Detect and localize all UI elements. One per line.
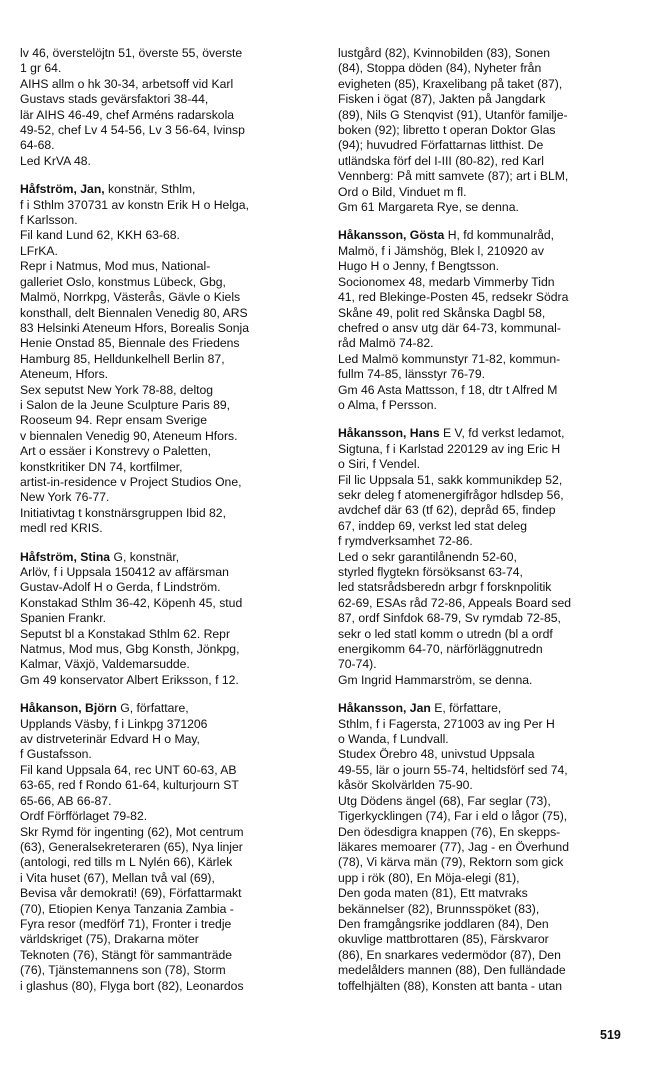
line-text: Gm Ingrid Hammarström, se denna. [338, 672, 533, 687]
entry-line [20, 383, 320, 398]
entry-line [20, 701, 320, 716]
line-text: fullm 74-85, länsstyr 76-79. [338, 367, 485, 382]
line-text: världskriget (75), Drakarna möter [20, 932, 199, 947]
line-text: boken (92); libretto t operan Doktor Glas [338, 123, 556, 138]
line-text: Hugo H o Jenny, f Bengtsson. [338, 259, 500, 274]
entry-line [338, 77, 638, 92]
entry-line [338, 473, 638, 488]
line-text: galleriet Oslo, konstmus Lübeck, Gbg, [20, 274, 226, 289]
right-column [338, 46, 638, 1007]
line-text: Fyra resor (medförf 71), Fronter i tredje [20, 916, 232, 931]
line-text: avdchef där 63 (tf 62), depråd 65, findep [338, 503, 556, 518]
line-text: (70), Etiopien Kenya Tanzania Zambia - [20, 901, 234, 916]
entry-line [338, 352, 638, 367]
entry-line [20, 154, 320, 169]
line-text: Repr i Natmus, Mod mus, National- [20, 259, 211, 274]
line-text: sekr o led statl komm o utredn (bl a ordf [338, 626, 553, 641]
line-text: Bevisa vår demokrati! (69), Författarmakt [20, 886, 242, 901]
line-text: 41, red Blekinge-Posten 45, redsekr Södra [338, 290, 569, 305]
line-text: Kalmar, Växjö, Valdemarsudde. [20, 657, 190, 672]
entry-line [20, 732, 320, 747]
line-text: o Wanda, f Lundvall. [338, 732, 449, 747]
line-text: v biennalen Venedig 90, Ateneum Hfors. [20, 428, 238, 443]
line-text: Ord o Bild, Vinduet m fl. [338, 184, 467, 199]
entry-line [338, 290, 638, 305]
entry-line [338, 503, 638, 518]
line-text: chefred o ansv utg där 64-73, kommunal- [338, 320, 561, 335]
entry-line [20, 61, 320, 76]
entry-line [338, 185, 638, 200]
entry-line [20, 932, 320, 947]
biography-entry [20, 182, 320, 536]
entry-line [20, 778, 320, 793]
line-text: Sigtuna, f i Karlstad 220129 av ing Eric H [338, 441, 561, 456]
entry-line [338, 550, 638, 565]
entry-line [338, 383, 638, 398]
entry-line [20, 642, 320, 657]
line-text: Gm 49 konservator Albert Eriksson, f 12. [20, 672, 239, 687]
entry-line [20, 825, 320, 840]
entry-line [20, 398, 320, 413]
line-text: H, fd kommunalråd, [444, 228, 555, 243]
entry-line [20, 444, 320, 459]
line-text: 49-55, lär o journ 55-74, heltidsförf sed 74, [338, 762, 568, 777]
entry-line [338, 673, 638, 688]
line-text: upp i rök (80), En Möja-elegi (81), [338, 870, 520, 885]
entry-line [20, 228, 320, 243]
entry-line [338, 275, 638, 290]
line-text: 63-65, red f Rondo 61-64, kulturjourn ST [20, 778, 239, 793]
line-text: 65-66, AB 66-87. [20, 793, 112, 808]
line-text: f Karlsson. [20, 213, 78, 228]
line-text: Utg Dödens ängel (68), Far seglar (73), [338, 793, 551, 808]
entry-line [20, 521, 320, 536]
entry-line [338, 611, 638, 626]
line-text: (94); huvudred Författarnas litthist. De [338, 138, 544, 153]
entry-line [338, 92, 638, 107]
line-text: (86), En snarkares vedermödor (87), Den [338, 947, 561, 962]
entry-line [20, 92, 320, 107]
entry-line [20, 213, 320, 228]
entry-line [338, 627, 638, 642]
biography-entry [20, 46, 320, 169]
line-text: 87, ordf Sinfdok 68-79, Sv rymdab 72-85, [338, 611, 561, 626]
line-text: Den framgångsrike joddlaren (84), Den [338, 916, 549, 931]
line-text: av distrveterinär Edvard H o May, [20, 732, 200, 747]
entry-line [338, 398, 638, 413]
line-text: energikomm 64-70, närförläggnutredn [338, 642, 543, 657]
biography-entry [20, 550, 320, 689]
entry-line [20, 244, 320, 259]
biography-entry [20, 701, 320, 994]
line-text: Vennberg: På mitt samvete (87); art i BLM, [338, 169, 569, 184]
entry-line [338, 657, 638, 672]
line-text: Initiativtag t konstnärsgruppen Ibid 82, [20, 505, 226, 520]
entry-line [338, 534, 638, 549]
line-text: Tigerkycklingen (74), Far i eld o lågor (75), [338, 809, 568, 824]
entry-line [20, 123, 320, 138]
entry-line [338, 321, 638, 336]
line-text: (84), Stoppa döden (84), Nyheter från [338, 61, 542, 76]
line-text: (antologi, red tills m L Nylén 66), Kärlek [20, 855, 233, 870]
entry-line [338, 244, 638, 259]
line-text: Teknoten (76), Stängt för sammanträde [20, 947, 233, 962]
entry-line [338, 306, 638, 321]
biography-entry [338, 426, 638, 688]
entry-line [338, 902, 638, 917]
entry-line [20, 596, 320, 611]
line-text: Art o essäer i Konstrevy o Paletten, [20, 444, 212, 459]
entry-line [20, 182, 320, 197]
entry-line [20, 794, 320, 809]
entry-line [20, 855, 320, 870]
line-text: Gustav-Adolf H o Gerda, f Lindström. [20, 580, 221, 595]
line-text: o Alma, f Persson. [338, 397, 437, 412]
page-number: 519 [600, 1028, 621, 1042]
line-text: o Siri, f Vendel. [338, 457, 420, 472]
line-text: 70-74). [338, 657, 377, 672]
entry-line [20, 747, 320, 762]
line-text: 64-68. [20, 138, 55, 153]
entry-line [20, 475, 320, 490]
line-text: lustgård (82), Kvinnobilden (83), Sonen [338, 46, 551, 60]
line-text: läkares memoarer (77), Jag - en Överhund [338, 839, 569, 854]
line-text: Led KrVA 48. [20, 153, 91, 168]
entry-line [338, 948, 638, 963]
line-text: Natmus, Mod mus, Gbg Konsth, Jönkpg, [20, 642, 240, 657]
line-text: Den ödesdigra knappen (76), En skepps- [338, 824, 561, 839]
biography-entry [338, 46, 638, 215]
entry-line [20, 809, 320, 824]
entry-line [338, 123, 638, 138]
line-text: Sthlm, f i Fagersta, 271003 av ing Per H [338, 716, 555, 731]
entry-line [20, 673, 320, 688]
line-text: Hamburg 85, Helldunkelhell Berlin 87, [20, 351, 225, 366]
entry-line [20, 763, 320, 778]
line-text: sekr deleg f atomenergifrågor hdlsdep 56, [338, 487, 564, 502]
entry-line [338, 367, 638, 382]
entry-line [20, 657, 320, 672]
line-text: E, författare, [430, 701, 502, 716]
line-text: Gm 46 Asta Mattsson, f 18, dtr t Alfred M [338, 382, 558, 397]
entry-line [20, 352, 320, 367]
line-text: Malmö, Norrkpg, Västerås, Gävle o Kiels [20, 290, 241, 305]
biography-entry [338, 701, 638, 994]
line-text: Skr Rymd för ingenting (62), Mot centrum [20, 824, 244, 839]
entry-line [20, 306, 320, 321]
entry-line [20, 413, 320, 428]
line-text: G, konstnär, [110, 549, 180, 564]
entry-line [338, 701, 638, 716]
entry-line [338, 596, 638, 611]
line-text: (89), Nils G Stenqvist (91), Utanför familje- [338, 107, 568, 122]
entry-line [338, 747, 638, 762]
entry-line [338, 917, 638, 932]
entry-line [20, 565, 320, 580]
entry-line [338, 932, 638, 947]
line-text: evigheten (85), Kraxelibang på taket (87), [338, 76, 563, 91]
line-text: 67, inddep 69, verkst led stat deleg [338, 518, 528, 533]
entry-line [20, 902, 320, 917]
line-text: (63), Generalsekreteraren (65), Nya linjer [20, 839, 243, 854]
entry-line [20, 367, 320, 382]
entry-line [338, 442, 638, 457]
entry-line [20, 46, 320, 61]
biography-entry [338, 228, 638, 413]
entry-name: Håkansson, Gösta [338, 228, 445, 243]
entry-name: Håfström, Stina [20, 549, 111, 564]
entry-line [20, 460, 320, 475]
entry-line [20, 717, 320, 732]
entry-line [20, 77, 320, 92]
line-text: Spanien Frankr. [20, 611, 107, 626]
entry-line [338, 642, 638, 657]
entry-line [338, 717, 638, 732]
line-text: styrled flygtekn försöksanst 63-74, [338, 565, 523, 579]
line-text: utländska förf del I-III (80-82), red Karl [338, 153, 544, 168]
line-text: Gustavs stads gevärsfaktori 38-44, [20, 92, 209, 107]
line-text: lv 46, överstelöjtn 51, överste 55, överste [20, 46, 243, 60]
entry-line [338, 732, 638, 747]
line-text: 49-52, chef Lv 4 54-56, Lv 3 56-64, Ivinsp [20, 123, 245, 138]
entry-line [338, 778, 638, 793]
line-text: Arlöv, f i Uppsala 150412 av affärsman [20, 565, 229, 579]
entry-line [338, 108, 638, 123]
entry-name: Håkansson, Jan [338, 701, 431, 716]
entry-line [338, 61, 638, 76]
entry-line [20, 611, 320, 626]
entry-line [20, 917, 320, 932]
entry-line [338, 886, 638, 901]
entry-line [338, 825, 638, 840]
entry-line [338, 259, 638, 274]
line-text: Seputst bl a Konstakad Sthlm 62. Repr [20, 626, 231, 641]
line-text: f Gustafsson. [20, 747, 92, 762]
line-text: New York 76-77. [20, 490, 110, 505]
entry-line [20, 963, 320, 978]
line-text: Fil lic Uppsala 51, sakk kommunikdep 52, [338, 472, 563, 487]
left-column [20, 46, 320, 1007]
line-text: medelålders mannen (88), Den fulländade [338, 963, 566, 978]
entry-line [20, 979, 320, 994]
entry-line [20, 321, 320, 336]
line-text: okuvlige mattbrottaren (85), Färskvaror [338, 932, 549, 947]
entry-line [20, 290, 320, 305]
entry-name: Håkanson, Björn [20, 701, 117, 716]
line-text: Ateneum, Hfors. [20, 367, 109, 382]
line-text: 62-69, ESAs råd 72-86, Appeals Board sed [338, 595, 572, 610]
line-text: Fisken i ögat (87), Jakten på Jangdark [338, 92, 546, 107]
entry-line [338, 169, 638, 184]
line-text: Fil kand Lund 62, KKH 63-68. [20, 228, 180, 243]
entry-line [20, 948, 320, 963]
entry-line [338, 763, 638, 778]
entry-name: Håfström, Jan, [20, 182, 105, 197]
line-text: G, författare, [116, 701, 189, 716]
entry-line [338, 426, 638, 441]
line-text: lär AIHS 46-49, chef Arméns radarskola [20, 107, 235, 122]
line-text: (76), Tjänstemannens son (78), Storm [20, 963, 226, 978]
entry-line [338, 154, 638, 169]
entry-line [338, 871, 638, 886]
entry-line [20, 259, 320, 274]
entry-line [338, 794, 638, 809]
line-text: Skåne 49, polit red Skånska Dagbl 58, [338, 305, 546, 320]
line-text: Malmö, f i Jämshög, Blek l, 210920 av [338, 243, 544, 258]
entry-line [20, 336, 320, 351]
line-text: Den goda maten (81), Ett matvraks [338, 886, 528, 901]
entry-line [20, 550, 320, 565]
entry-line [20, 840, 320, 855]
entry-line [20, 871, 320, 886]
line-text: i Vita huset (67), Mellan två val (69), [20, 870, 215, 885]
line-text: E V, fd verkst ledamot, [439, 426, 565, 441]
line-text: 83 Helsinki Ateneum Hfors, Borealis Sonja [20, 320, 249, 335]
line-text: i glashus (80), Flyga bort (82), Leonardos [20, 978, 244, 993]
entry-line [338, 200, 638, 215]
entry-line [20, 627, 320, 642]
entry-line [338, 336, 638, 351]
line-text: konstnär, Sthlm, [104, 182, 196, 197]
entry-line [20, 275, 320, 290]
entry-line [338, 855, 638, 870]
entry-line [338, 565, 638, 580]
line-text: Studex Örebro 48, univstud Uppsala [338, 747, 535, 762]
entry-line [338, 46, 638, 61]
entry-line [338, 138, 638, 153]
entry-line [338, 519, 638, 534]
line-text: Socionomex 48, medarb Vimmerby Tidn [338, 274, 555, 289]
entry-line [338, 228, 638, 243]
line-text: AIHS allm o hk 30-34, arbetsoff vid Karl [20, 76, 234, 91]
entry-line [20, 506, 320, 521]
entry-line [20, 580, 320, 595]
line-text: Henie Onstad 85, Biennale des Friedens [20, 336, 240, 351]
line-text: led statsrådsberedn arbgr f forsknpolitik [338, 580, 552, 595]
line-text: råd Malmö 74-82. [338, 336, 434, 351]
line-text: Led o sekr garantilånendn 52-60, [338, 549, 517, 564]
line-text: artist-in-residence v Project Studios One, [20, 474, 242, 489]
line-text: Konstakad Sthlm 36-42, Köpenh 45, stud [20, 595, 243, 610]
line-text: Sex seputst New York 78-88, deltog [20, 382, 214, 397]
line-text: 1 gr 64. [20, 61, 62, 76]
line-text: f i Sthlm 370731 av konstn Erik H o Helga, [20, 197, 249, 212]
line-text: f rymdverksamhet 72-86. [338, 534, 473, 549]
line-text: Upplands Väsby, f i Linkpg 371206 [20, 716, 208, 731]
entry-line [338, 840, 638, 855]
entry-line [20, 138, 320, 153]
entry-line [338, 580, 638, 595]
line-text: Ordf Förfförlaget 79-82. [20, 809, 148, 824]
line-text: Led Malmö kommunstyr 71-82, kommun- [338, 351, 561, 366]
line-text: konstkritiker DN 74, kortfilmer, [20, 459, 183, 474]
line-text: kåsör Skolvärlden 75-90. [338, 778, 473, 793]
line-text: bekännelser (82), Brunnsspöket (83), [338, 901, 540, 916]
line-text: Rooseum 94. Repr ensam Sverige [20, 413, 207, 428]
entry-line [338, 979, 638, 994]
entry-line [20, 198, 320, 213]
entry-line [20, 108, 320, 123]
line-text: toffelhjälten (88), Konsten att banta - utan [338, 978, 563, 993]
line-text: Gm 61 Margareta Rye, se denna. [338, 200, 519, 215]
line-text: Fil kand Uppsala 64, rec UNT 60-63, AB [20, 762, 237, 777]
entry-line [338, 457, 638, 472]
entry-line [20, 429, 320, 444]
entry-line [20, 490, 320, 505]
entry-line [20, 886, 320, 901]
entry-line [338, 488, 638, 503]
entry-name: Håkansson, Hans [338, 426, 440, 441]
entry-line [338, 963, 638, 978]
line-text: LFrKA. [20, 243, 58, 258]
entry-line [338, 809, 638, 824]
line-text: medl red KRIS. [20, 521, 103, 536]
line-text: konsthall, delt Biennalen Venedig 80, ARS [20, 305, 248, 320]
line-text: (78), Vi kärva män (79), Rektorn som gick [338, 855, 564, 870]
line-text: i Salon de la Jeune Sculpture Paris 89, [20, 397, 231, 412]
